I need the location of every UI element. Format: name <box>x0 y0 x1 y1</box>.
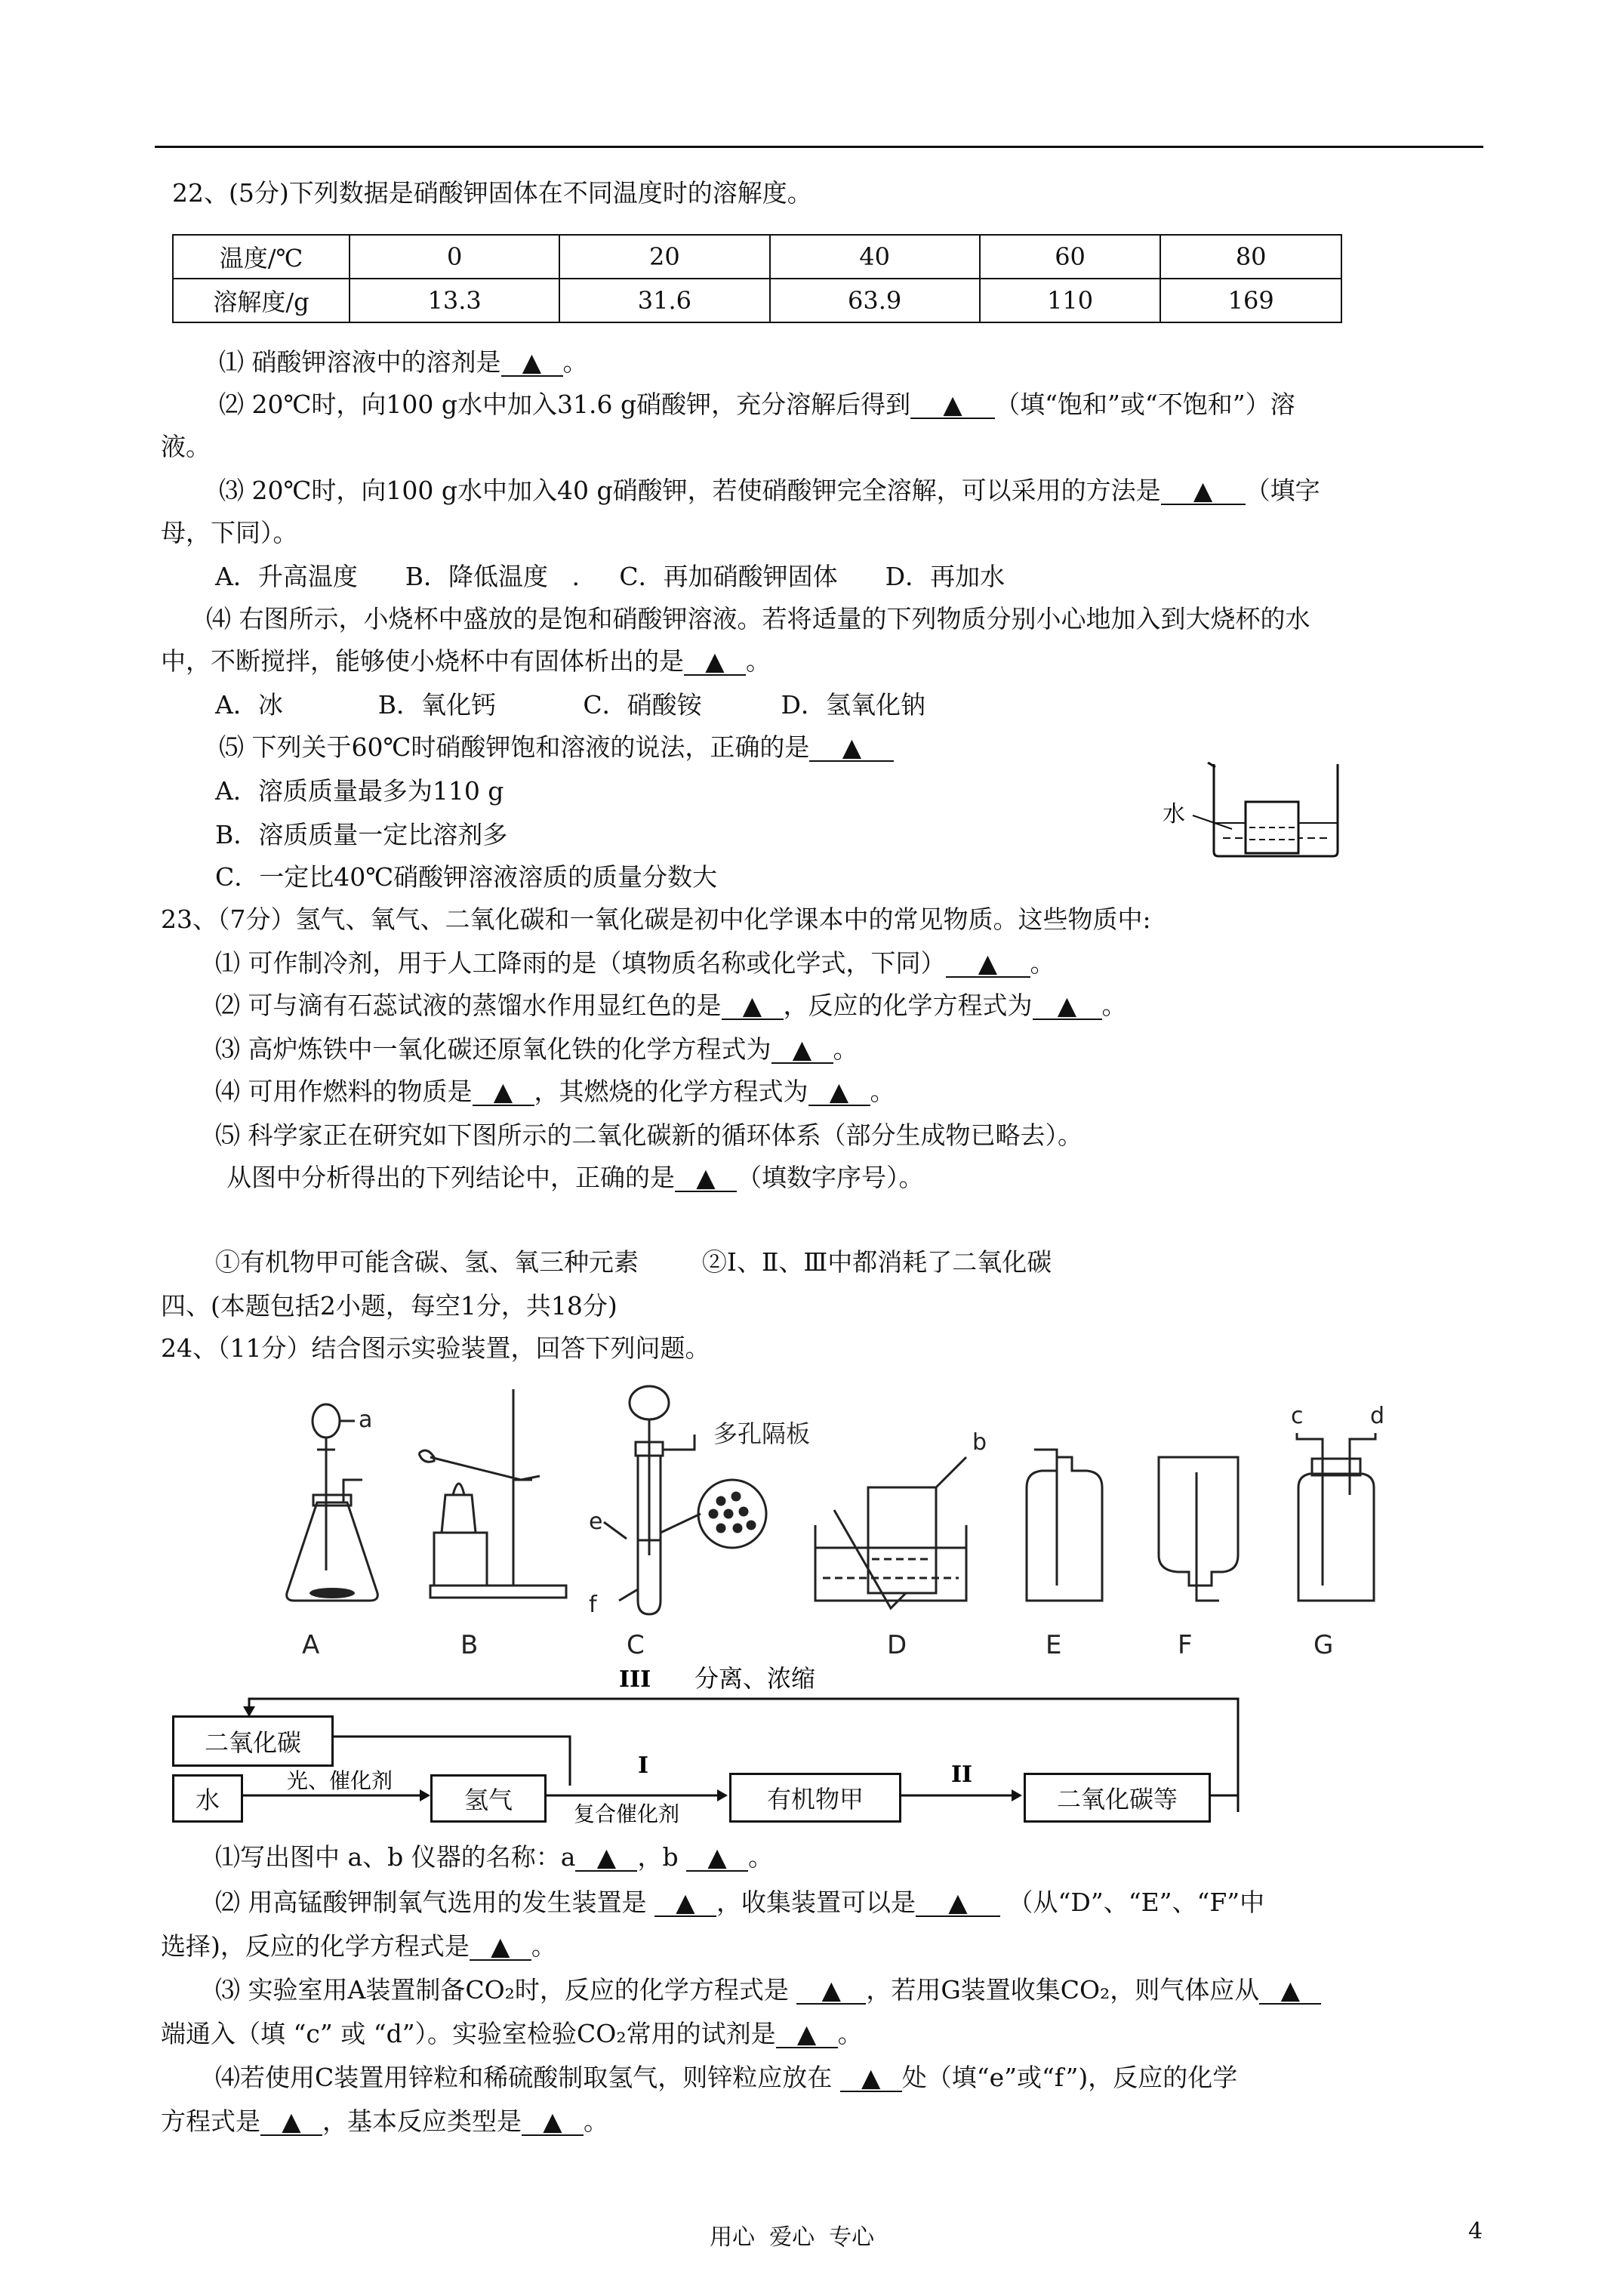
text: （填数字序号）。 <box>737 1163 924 1192</box>
answer-blank: ▲ <box>675 1165 737 1192</box>
answer-blank: ▲ <box>796 1977 866 2005</box>
text: 。 <box>562 347 588 377</box>
separation-label: 分离、浓缩 <box>694 1664 816 1693</box>
q23-4 <box>215 1077 895 1107</box>
label-f: f <box>589 1592 597 1618</box>
q24-4-cont <box>161 2106 608 2137</box>
answer-blank: ▲ <box>470 1934 531 1961</box>
text: 端通入（填 “c” 或 “d”）。实验室检验CO₂常用的试剂是 <box>161 2019 776 2048</box>
label-e: e <box>589 1509 603 1535</box>
q22-2 <box>219 390 1295 420</box>
answer-blank: ▲ <box>1161 478 1246 505</box>
q22-5 <box>219 732 894 763</box>
table-header-temperature: 温度/℃ <box>173 235 350 279</box>
answer-blank: ▲ <box>686 1845 748 1872</box>
text: 。 <box>1030 948 1055 978</box>
answer-blank: ▲ <box>1033 993 1102 1020</box>
page-number: 4 <box>1468 2218 1483 2245</box>
text: ⑴写出图中 a、b 仪器的名称：a <box>215 1842 576 1872</box>
answer-blank: ▲ <box>522 2109 584 2136</box>
text: 。 <box>531 1931 556 1961</box>
table-cell: 63.9 <box>770 279 980 322</box>
text: 方程式是 <box>161 2106 260 2136</box>
answer-blank: ▲ <box>809 735 894 762</box>
answer-blank: ▲ <box>473 1079 534 1106</box>
composite-catalyst-label: 复合催化剂 <box>574 1801 680 1826</box>
q24-4 <box>215 2063 1237 2093</box>
q24-3-cont <box>161 2019 863 2049</box>
answer-blank: ▲ <box>684 649 746 676</box>
text: （从“D”、“E”、“F”中 <box>1008 1888 1265 1917</box>
q24-2 <box>215 1888 1264 1918</box>
step-III-label: III <box>619 1666 651 1693</box>
text: 。 <box>870 1077 895 1106</box>
q23-5: ⑸ 科学家正在研究如下图所示的二氧化碳新的循环体系（部分生成物已略去）。 <box>215 1120 1083 1150</box>
step-II-label: II <box>951 1761 973 1788</box>
box-organic-a: 有机物甲 <box>729 1773 901 1823</box>
table-cell: 110 <box>980 279 1161 322</box>
q22-5-A: A．溶质质量最多为110 g <box>215 776 504 806</box>
text: ⑶ 高炉炼铁中一氧化碳还原氧化铁的化学方程式为 <box>215 1034 771 1064</box>
text: 。 <box>1101 991 1127 1020</box>
q22-4-options: A．冰 B．氧化钙 C．硝酸铵 D．氢氧化钠 <box>215 690 925 720</box>
table-cell: 31.6 <box>559 279 769 322</box>
answer-blank: ▲ <box>654 1890 716 1917</box>
table-cell: 60 <box>980 235 1161 279</box>
text: 。 <box>584 2106 608 2136</box>
answer-blank: ▲ <box>946 951 1030 978</box>
text: ⑵ 20℃时，向100 g水中加入31.6 g硝酸钾，充分溶解后得到 <box>219 390 911 419</box>
answer-blank: ▲ <box>1259 1977 1321 2005</box>
q24-title: 24、（11分）结合图示实验装置，回答下列问题。 <box>161 1333 710 1363</box>
text: ，基本反应类型是 <box>322 2106 522 2136</box>
apparatus-label-D: D <box>887 1630 907 1660</box>
table-cell: 13.3 <box>350 279 559 322</box>
label-b: b <box>972 1429 987 1456</box>
beaker-water-label: 水 <box>1163 801 1185 827</box>
label-c: c <box>1291 1403 1304 1429</box>
text: ，收集装置可以是 <box>716 1888 916 1917</box>
answer-blank: ▲ <box>808 1079 870 1106</box>
text: ⑷若使用C装置用锌粒和稀硫酸制取氢气，则锌粒应放在 <box>215 2063 833 2092</box>
text: ，其燃烧的化学方程式为 <box>534 1077 808 1106</box>
text: 从图中分析得出的下列结论中，正确的是 <box>226 1163 675 1192</box>
q24-3 <box>215 1975 1321 2005</box>
q22-5-C: C．一定比40℃硝酸钾溶液溶质的质量分数大 <box>215 862 718 892</box>
table-header-solubility: 溶解度/g <box>173 279 350 322</box>
text: ⑵ 用高锰酸钾制氧气选用的发生装置是 <box>215 1888 647 1917</box>
apparatus-figure <box>272 1374 1404 1661</box>
q24-2-cont <box>161 1931 556 1962</box>
q23-1 <box>215 948 1055 978</box>
text: 。 <box>748 1842 774 1872</box>
text: ⑷ 可用作燃料的物质是 <box>215 1077 473 1106</box>
label-a: a <box>359 1407 373 1433</box>
table-cell: 0 <box>350 235 559 279</box>
table-cell: 169 <box>1160 279 1341 322</box>
answer-blank: ▲ <box>722 993 784 1020</box>
q22-4-cont <box>161 646 771 676</box>
table-cell: 80 <box>1160 235 1341 279</box>
box-co2: 二氧化碳 <box>172 1715 334 1767</box>
answer-blank: ▲ <box>575 1845 637 1872</box>
text: 。 <box>833 1034 858 1064</box>
q22-5-B: B．溶质质量一定比溶剂多 <box>215 820 508 849</box>
q22-title: 22、(5分)下列数据是硝酸钾固体在不同温度时的溶解度。 <box>172 178 812 208</box>
label-d: d <box>1370 1403 1385 1429</box>
text: 。 <box>746 646 771 676</box>
light-catalyst-label: 光、催化剂 <box>287 1768 393 1793</box>
header-rule <box>155 146 1483 148</box>
q23-2 <box>215 991 1127 1021</box>
q23-3 <box>215 1034 858 1065</box>
q22-1 <box>219 347 588 378</box>
box-water: 水 <box>172 1774 243 1823</box>
answer-blank: ▲ <box>910 392 995 419</box>
apparatus-label-C: C <box>627 1630 645 1660</box>
porous-plate-label: 多孔隔板 <box>713 1419 811 1448</box>
text: 。 <box>837 2019 863 2048</box>
apparatus-label-A: A <box>302 1630 320 1660</box>
text: 中，不断搅拌，能够使小烧杯中有固体析出的是 <box>161 646 684 676</box>
answer-blank: ▲ <box>840 2065 902 2092</box>
text: ⑶ 20℃时，向100 g水中加入40 g硝酸钾，若使硝酸钾完全溶解，可以采用的方法是 <box>219 476 1161 505</box>
text: （填“饱和”或“不饱和”）溶 <box>995 390 1295 419</box>
answer-blank: ▲ <box>501 350 563 377</box>
text: 处（填“e”或“f”)，反应的化学 <box>901 2063 1238 2092</box>
answer-blank: ▲ <box>260 2109 322 2136</box>
table-row <box>173 279 1341 322</box>
q22-2-cont: 液。 <box>161 432 211 461</box>
table-cell: 40 <box>770 235 980 279</box>
text: ⑸ 下列关于60℃时硝酸钾饱和溶液的说法，正确的是 <box>219 732 810 762</box>
apparatus-label-B: B <box>460 1630 479 1660</box>
text: ，b <box>637 1842 679 1872</box>
text: 选择)，反应的化学方程式是 <box>161 1931 470 1961</box>
box-co2-etc: 二氧化碳等 <box>1024 1773 1211 1823</box>
table-cell: 20 <box>559 235 769 279</box>
q22-3-cont: 母，下同）。 <box>161 518 298 547</box>
text: ⑶ 实验室用A装置制备CO₂时，反应的化学方程式是 <box>215 1975 789 2005</box>
q23-conclusions: ①有机物甲可能含碳、氢、氧三种元素 ②Ⅰ、Ⅱ、Ⅲ中都消耗了二氧化碳 <box>215 1247 1052 1277</box>
section-4-heading: 四、(本题包括2小题，每空1分，共18分) <box>161 1291 617 1321</box>
beaker-figure <box>1163 755 1344 861</box>
apparatus-label-G: G <box>1313 1630 1334 1660</box>
footer-slogan: 用心 爱心 专心 <box>710 2224 875 2251</box>
apparatus-label-F: F <box>1178 1630 1193 1660</box>
q22-3 <box>219 476 1320 506</box>
apparatus-label-E: E <box>1046 1630 1062 1660</box>
text: ⑴ 可作制冷剂，用于人工降雨的是（填物质名称或化学式，下同） <box>215 948 946 978</box>
q23-title: 23、（7分）氢气、氧气、二氧化碳和一氧化碳是初中化学课本中的常见物质。这些物质中: <box>161 905 1151 934</box>
q22-4: ⑷ 右图所示，小烧杯中盛放的是饱和硝酸钾溶液。若将适量的下列物质分别小心地加入到大烧杯的水 <box>206 604 1310 633</box>
text: （填字 <box>1245 476 1320 505</box>
q23-5-b <box>226 1163 924 1193</box>
text: ，若用G装置收集CO₂，则气体应从 <box>866 1975 1260 2005</box>
box-hydrogen: 氢气 <box>430 1774 547 1823</box>
solid-reagent <box>310 1588 355 1598</box>
q22-3-options: A．升高温度 B．降低温度 . C．再加硝酸钾固体 D．再加水 <box>215 562 1006 591</box>
text: ，反应的化学方程式为 <box>783 991 1033 1020</box>
answer-blank: ▲ <box>776 2021 838 2048</box>
table-row <box>173 235 1341 279</box>
q24-1 <box>215 1842 773 1872</box>
step-I-label: I <box>638 1752 649 1779</box>
text: ⑴ 硝酸钾溶液中的溶剂是 <box>219 347 501 377</box>
answer-blank: ▲ <box>771 1037 833 1064</box>
solubility-table <box>172 234 1342 323</box>
answer-blank: ▲ <box>916 1890 1000 1917</box>
text: ⑵ 可与滴有石蕊试液的蒸馏水作用显红色的是 <box>215 991 722 1020</box>
